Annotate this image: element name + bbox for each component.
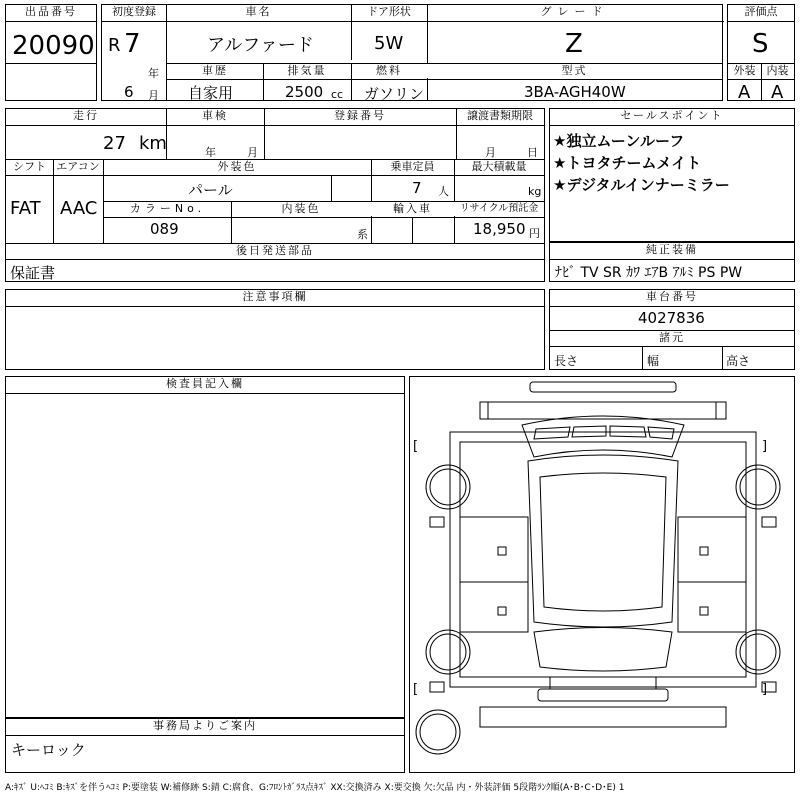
transfer-month-unit: 月 xyxy=(485,146,496,159)
color-no: 089 xyxy=(150,220,179,238)
exterior-score: A xyxy=(738,82,751,103)
sales-point-item: ★トヨタチームメイト xyxy=(553,154,702,172)
sales-points-box xyxy=(549,108,795,242)
shift: FAT xyxy=(10,198,41,219)
first-reg-label: 初度登録 xyxy=(102,5,166,19)
office-box xyxy=(5,718,405,773)
left-front-door xyxy=(460,517,528,582)
rear-panel xyxy=(480,707,726,727)
specs-label: 諸元 xyxy=(550,331,794,345)
interior-label: 内装 xyxy=(761,64,794,78)
rear-window xyxy=(534,628,672,672)
month-unit: 月 xyxy=(148,89,159,102)
recycle-unit: 円 xyxy=(529,227,540,240)
mileage-label: 走行 xyxy=(6,109,166,123)
first-reg-year: 7 xyxy=(124,29,141,59)
inspection-label: 車検 xyxy=(166,109,264,123)
exterior-label: 外装 xyxy=(728,64,761,78)
equipment-label: 純正装備 xyxy=(550,243,794,257)
chassis-number: 4027836 xyxy=(638,309,705,327)
door-label: ドア形状 xyxy=(351,5,427,19)
right-front-door xyxy=(678,517,746,582)
equipment-list: ﾅﾋﾞ TV SR ｶﾜ ｴｱB ｱﾙﾐ PS PW xyxy=(555,265,743,281)
transfer-label: 譲渡書類期限 xyxy=(456,109,544,123)
spare-wheel xyxy=(416,710,460,754)
wheel-rear-right xyxy=(736,630,780,674)
model-label: 型式 xyxy=(427,64,722,78)
displacement-unit: cc xyxy=(331,88,344,101)
height-label: 高さ xyxy=(726,354,751,368)
later-parts: 保証書 xyxy=(10,264,56,282)
right-rear-door xyxy=(678,582,746,632)
displacement: 2500 xyxy=(285,83,324,101)
sales-points-label: セールスポイント xyxy=(550,109,794,123)
grade-label: グレード xyxy=(427,5,722,19)
fuel: ガソリン xyxy=(364,85,425,103)
int-color-label: 内装色 xyxy=(231,202,371,216)
chassis-label: 車台番号 xyxy=(550,290,794,304)
wheel-front-right xyxy=(736,465,780,509)
car-body xyxy=(450,432,756,687)
legend-text: A:ｷｽﾞ U:ﾍｺﾐ B:ｷｽﾞを伴うﾍｺﾐ P:要塗装 W:補修跡 S:錆 C:腐食、G:ﾌﾛﾝﾄｶﾞﾗｽ点ｷｽﾞ XX:交換済み X:要交換 欠:欠品 内・外装評価 5段階ﾗﾝｸ順(A･B･C･D･E) 1 xyxy=(5,783,625,793)
chassis-box xyxy=(549,289,795,370)
rear-bumper xyxy=(538,689,668,701)
vehicle-header-box xyxy=(101,4,723,101)
air-conditioner: AAC xyxy=(60,198,98,219)
door-type: 5W xyxy=(374,33,404,54)
mileage-unit: km xyxy=(139,133,167,154)
load-unit: kg xyxy=(528,185,542,198)
grade: Z xyxy=(565,29,583,59)
ac-label: エアコン xyxy=(53,160,103,174)
lot-number: 20090 xyxy=(12,31,95,61)
model: 3BA-AGH40W xyxy=(524,83,626,101)
score: S xyxy=(752,29,769,59)
load-label: 最大積載量 xyxy=(454,160,544,174)
year-unit: 年 xyxy=(148,67,159,80)
capacity-label: 乗車定員 xyxy=(371,160,454,174)
shift-label: シフト xyxy=(6,160,53,174)
capacity-unit: 人 xyxy=(438,185,449,198)
score-label: 評価点 xyxy=(728,5,794,19)
length-label: 長さ xyxy=(554,354,579,368)
car-diagram-box xyxy=(409,376,795,773)
roof xyxy=(528,455,678,627)
lot-number-box xyxy=(5,4,97,101)
wheel-rear-left xyxy=(426,630,470,674)
interior-score: A xyxy=(771,82,784,103)
era: R xyxy=(108,35,121,56)
front-bumper xyxy=(530,382,676,392)
later-parts-label: 後日発送部品 xyxy=(6,244,544,258)
inspection-year-unit: 年 xyxy=(205,146,216,159)
int-color-unit: 系 xyxy=(357,228,368,241)
car-name: アルファード xyxy=(207,35,314,56)
fuel-label: 燃料 xyxy=(351,64,427,78)
history-label: 車歴 xyxy=(167,64,263,78)
bracket-right-bottom: ] xyxy=(762,682,768,697)
transfer-day-unit: 日 xyxy=(527,146,538,159)
equipment-box xyxy=(549,242,795,282)
office-note: キーロック xyxy=(11,741,86,759)
score-box xyxy=(727,4,795,101)
inspector-box xyxy=(5,376,405,718)
sales-point-item: ★独立ムーンルーフ xyxy=(553,132,685,150)
import-label: 輸入車 xyxy=(371,202,454,216)
bracket-right-top: ] xyxy=(762,439,768,454)
first-reg-month: 6 xyxy=(124,83,134,101)
vehicle-detail-box xyxy=(5,108,545,282)
recycle-label: リサイクル預託金 xyxy=(454,202,544,216)
reg-no-label: 登録番号 xyxy=(264,109,456,123)
width-label: 幅 xyxy=(647,354,660,368)
left-rear-door xyxy=(460,582,528,632)
displacement-label: 排気量 xyxy=(263,64,351,78)
ext-color-label: 外装色 xyxy=(103,160,371,174)
color-no-label: カラーNo. xyxy=(104,202,231,216)
bracket-left-top: [ xyxy=(413,439,419,454)
ext-color: パール xyxy=(188,181,233,199)
notes-label: 注意事項欄 xyxy=(6,290,544,304)
wheel-front-left xyxy=(426,465,470,509)
sales-point-item: ★デジタルインナーミラー xyxy=(553,176,730,194)
capacity: 7 xyxy=(412,179,422,197)
history: 自家用 xyxy=(188,84,234,102)
inspector-label: 検査員記入欄 xyxy=(6,377,404,391)
car-name-label: 車名 xyxy=(166,5,351,19)
mileage: 27 xyxy=(103,133,126,154)
inspection-month-unit: 月 xyxy=(247,146,258,159)
bracket-left-bottom: [ xyxy=(413,682,419,697)
car-outline-diagram xyxy=(410,377,796,774)
recycle-deposit: 18,950 xyxy=(473,220,526,238)
office-label: 事務局よりご案内 xyxy=(6,719,404,733)
lot-number-label: 出品番号 xyxy=(6,5,96,19)
notes-box xyxy=(5,289,545,370)
